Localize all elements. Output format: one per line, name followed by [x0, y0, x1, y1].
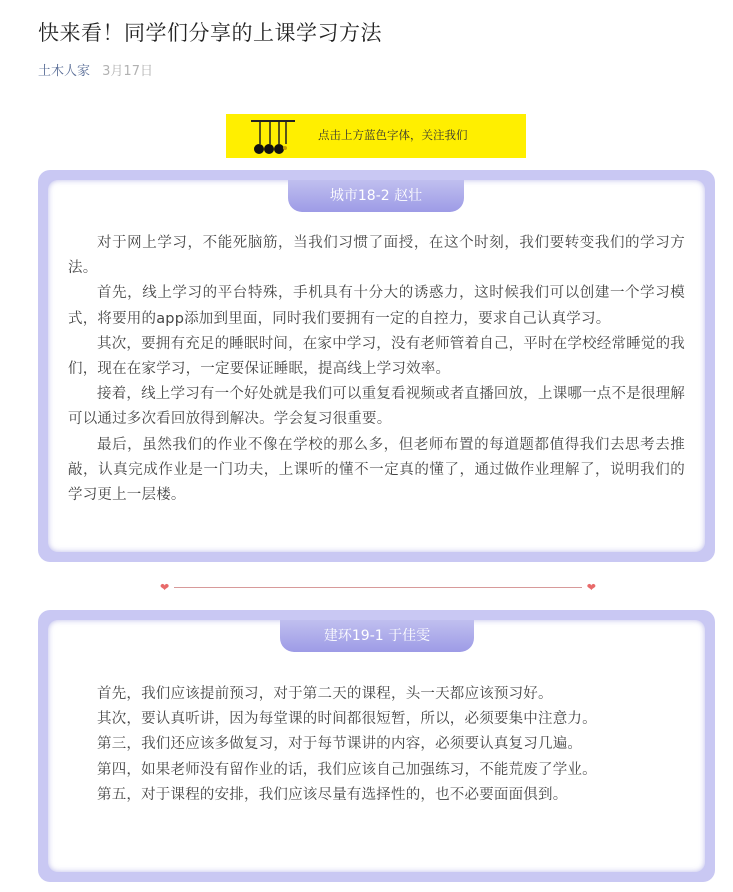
card-1-text [68, 231, 685, 508]
paragraph: 首先，我们应该提前预习，对于第二天的课程，头一天都应该预习好。 [97, 686, 553, 702]
card-1-author-tag: 城市18-2 赵壮 [288, 180, 464, 212]
paragraph: 其次，要拥有充足的睡眠时间，在家中学习，没有老师管着自己，平时在学校经常睡觉的我们，现在在家学习，一定要保证睡眠，提高线上学习效率。 [68, 335, 685, 378]
author-link[interactable]: 土木人家 [38, 64, 91, 79]
section-divider [160, 580, 596, 596]
card-2-text [68, 682, 685, 808]
publish-date: 3月17日 [102, 64, 153, 79]
paragraph: 首先，线上学习的平台特殊，手机具有十分大的诱惑力，这时候我们可以创建一个学习模式，将要用的app添加到里面，同时我们要拥有一定的自控力，要求自己认真学习。 [68, 285, 685, 327]
paragraph: 对于网上学习，不能死脑筋，当我们习惯了面授，在这个时刻，我们要转变我们的学习方法。 [68, 235, 685, 277]
heart-icon: ❤ [586, 581, 596, 594]
share-card-2 [38, 610, 715, 882]
paragraph: 第五，对于课程的安排，我们应该尽量有选择性的，也不必要面面俱到。 [97, 786, 568, 803]
heart-icon: ❤ [160, 581, 170, 594]
paragraph: 其次，要认真听讲，因为每堂课的时间都很短暂，所以，必须要集中注意力。 [97, 711, 597, 728]
newtons-cradle-icon [248, 118, 298, 156]
divider-line [174, 587, 582, 588]
paragraph: 接着，线上学习有一个好处就是我们可以重复看视频或者直播回放，上课哪一点不是很理解可以通过多次看回放得到解决。学会复习很重要。 [68, 386, 685, 428]
card-2-author-tag: 建环19-1 于佳雯 [280, 620, 474, 652]
paragraph: 第三，我们还应该多做复习，对于每节课讲的内容，必须要认真复习几遍。 [97, 736, 583, 753]
follow-banner[interactable] [226, 114, 526, 158]
paragraph: 最后，虽然我们的作业不像在学校的那么多，但老师布置的每道题都值得我们去思考去推敲，认真完成作业是一门功夫，上课听的懂不一定真的懂了，通过做作业理解了，说明我们的学习更上一层楼。 [68, 436, 685, 504]
article-meta [38, 62, 153, 82]
paragraph: 第四，如果老师没有留作业的话，我们应该自己加强练习，不能荒废了学业。 [97, 761, 597, 778]
card-2-inner [48, 620, 705, 872]
banner-text: 点击上方蓝色字体，关注我们 [318, 128, 468, 142]
article-title: 快来看！同学们分享的上课学习方法 [38, 21, 382, 45]
card-1-inner [48, 180, 705, 552]
share-card-1 [38, 170, 715, 562]
